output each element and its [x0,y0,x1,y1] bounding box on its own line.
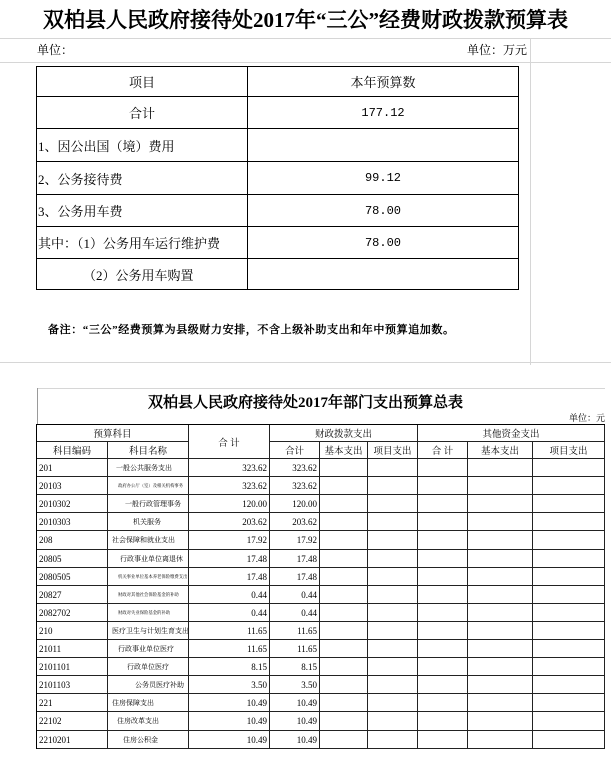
subject-code: 2010302 [39,498,71,509]
other-total-cell [418,513,468,531]
total-value: 3.50 [251,679,267,690]
total-value: 8.15 [251,661,267,672]
fiscal-total-cell [270,568,320,586]
other-project-cell [533,676,605,694]
unit-label: 单位： [37,43,74,57]
other-basic-cell [468,586,533,604]
other-total-cell [418,459,468,477]
total-value: 10.49 [246,716,267,726]
total-value: 0.44 [251,589,267,600]
footnote: 备注：“三公”经费预算为县级财力安排，不含上级补助支出和年中预算追加数。 [48,324,455,336]
fiscal-total-cell [270,586,320,604]
fiscal-basic-cell [320,676,368,694]
other-total-cell [418,531,468,550]
header-fiscal-total: 合计 [270,442,320,459]
other-project-cell [533,477,605,495]
table-row [37,694,605,712]
subject-name-cell [108,640,189,658]
fiscal-project-cell [368,712,418,731]
gridline [0,62,611,63]
total-cell [189,495,270,513]
unit-label-yuan: 单位：元 [568,413,605,423]
other-total-cell [418,495,468,513]
row-budget-reception: 99.12 [248,162,519,195]
table-row [37,495,605,513]
subject-code: 2101103 [39,679,71,690]
subject-code-cell [37,731,108,749]
gridline [0,38,611,39]
subject-name-cell [108,694,189,712]
total-value: 17.48 [246,571,267,582]
subject-name: 住房公积金 [123,735,158,744]
other-basic-cell [468,694,533,712]
three-public-table [36,66,519,290]
other-project-cell [533,459,605,477]
fiscal-project-cell [368,586,418,604]
fiscal-total-cell [270,622,320,640]
row-item-vehicle-operation: 其中：（1）公务用车运行维护费 [37,227,248,259]
header-other-group: 其他资金支出 [418,425,605,442]
header-fiscal-basic: 基本支出 [320,442,368,459]
subject-code: 221 [39,697,53,708]
gridline [530,38,531,365]
other-basic-cell [468,658,533,676]
subject-name-cell [108,568,189,586]
fiscal-total-cell [270,640,320,658]
other-project-cell [533,568,605,586]
subject-name-cell [108,622,189,640]
total-cell [189,712,270,731]
other-total-cell [418,731,468,749]
total-value: 17.92 [246,535,267,545]
subject-name: 机关服务 [133,517,161,526]
other-project-cell [533,495,605,513]
expenditure-title: 双柏县人民政府接待处2017年部门支出预算总表 [147,395,463,411]
fiscal-project-cell [368,568,418,586]
subject-name: 社会保障和就业支出 [112,536,175,544]
subject-code-cell [37,622,108,640]
other-project-cell [533,640,605,658]
table-row [37,477,605,495]
fiscal-total-value: 120.00 [292,498,317,509]
fiscal-project-cell [368,622,418,640]
fiscal-total-value: 0.44 [301,589,317,600]
row-item-vehicle-purchase: （2）公务用车购置 [37,259,248,290]
subject-code: 208 [39,535,53,545]
other-total-cell [418,477,468,495]
subject-code: 21011 [39,643,62,654]
total-cell [189,477,270,495]
fiscal-project-cell [368,731,418,749]
other-total-cell [418,712,468,731]
subject-code-cell [37,459,108,477]
subject-code: 22102 [39,716,62,726]
subject-code: 20103 [39,480,62,491]
other-basic-cell [468,550,533,568]
total-value: 17.48 [246,553,267,564]
fiscal-project-cell [368,513,418,531]
header-subject-code: 科目编码 [37,442,108,459]
subject-code-cell [37,550,108,568]
subject-code: 2010303 [39,516,71,527]
table-row [37,459,605,477]
subject-code-cell [37,676,108,694]
other-total-cell [418,658,468,676]
subject-name: 住房改革支出 [117,717,159,725]
fiscal-basic-cell [320,694,368,712]
fiscal-total-value: 0.44 [301,607,317,618]
row-budget-vehicle-operation: 78.00 [248,227,519,259]
total-value: 11.65 [247,625,267,636]
subject-code-cell [37,568,108,586]
fiscal-total-value: 11.65 [297,643,317,654]
row-budget-total: 177.12 [248,97,519,129]
header-other-basic: 基本支出 [468,442,533,459]
subject-code: 210 [39,625,53,636]
other-project-cell [533,712,605,731]
subject-name: 住房保障支出 [112,698,154,707]
subject-code-cell [37,712,108,731]
fiscal-basic-cell [320,640,368,658]
row-item-vehicle: 3、公务用车费 [37,195,248,227]
total-cell [189,459,270,477]
fiscal-basic-cell [320,531,368,550]
other-project-cell [533,550,605,568]
subject-name: 机关事业单位基本养老保险缴费支出 [118,574,188,579]
subject-name-cell [108,495,189,513]
other-basic-cell [468,640,533,658]
total-cell [189,513,270,531]
fiscal-total-value: 11.65 [297,625,317,636]
other-project-cell [533,531,605,550]
row-item-reception: 2、公务接待费 [37,162,248,195]
subject-code: 201 [39,462,53,473]
subject-name-cell [108,459,189,477]
fiscal-total-cell [270,531,320,550]
other-basic-cell [468,495,533,513]
total-cell [189,568,270,586]
subject-name-cell [108,712,189,731]
table-row [37,712,605,731]
expenditure-table [36,424,605,749]
other-total-cell [418,676,468,694]
fiscal-total-value: 17.48 [296,571,317,582]
table-row [37,550,605,568]
subject-name: 政府办公厅（室）及相关机构事务 [118,483,184,488]
header-total: 合 计 [189,425,270,459]
fiscal-total-cell [270,459,320,477]
fiscal-project-cell [368,550,418,568]
subject-code-cell [37,531,108,550]
subject-name-cell [108,513,189,531]
subject-code: 2101101 [39,661,71,672]
fiscal-total-cell [270,550,320,568]
other-basic-cell [468,676,533,694]
gridline [0,362,611,363]
total-cell [189,731,270,749]
total-cell [189,694,270,712]
other-total-cell [418,640,468,658]
table-row [37,531,605,550]
subject-code: 20827 [39,589,62,600]
other-basic-cell [468,459,533,477]
fiscal-basic-cell [320,604,368,622]
table-row [37,586,605,604]
fiscal-total-cell [270,731,320,749]
subject-code-cell [37,495,108,513]
fiscal-total-value: 10.49 [296,697,317,708]
header-fiscal-project: 项目支出 [368,442,418,459]
subject-name: 公务员医疗补助 [135,680,184,689]
fiscal-basic-cell [320,477,368,495]
fiscal-basic-cell [320,495,368,513]
subject-code-cell [37,477,108,495]
fiscal-basic-cell [320,622,368,640]
fiscal-basic-cell [320,459,368,477]
fiscal-basic-cell [320,513,368,531]
header-item: 项目 [37,67,248,97]
other-total-cell [418,622,468,640]
fiscal-project-cell [368,531,418,550]
other-basic-cell [468,731,533,749]
fiscal-project-cell [368,676,418,694]
other-basic-cell [468,622,533,640]
fiscal-basic-cell [320,658,368,676]
subject-name-cell [108,604,189,622]
subject-name: 行政单位医疗 [127,662,169,671]
other-basic-cell [468,513,533,531]
subject-name: 行政事业单位医疗 [118,644,174,653]
subject-code-cell [37,513,108,531]
subject-name-cell [108,550,189,568]
fiscal-basic-cell [320,568,368,586]
fiscal-total-value: 203.62 [292,516,317,527]
other-project-cell [533,658,605,676]
header-other-total: 合 计 [418,442,468,459]
table-row [37,622,605,640]
header-budget: 本年预算数 [248,67,519,97]
subject-name: 行政事业单位离退休 [120,554,183,563]
total-value: 0.44 [251,607,267,618]
fiscal-project-cell [368,477,418,495]
fiscal-project-cell [368,694,418,712]
subject-code: 2210201 [39,734,71,745]
fiscal-project-cell [368,604,418,622]
row-budget-overseas [248,129,519,162]
subject-name-cell [108,477,189,495]
total-value: 120.00 [242,498,267,509]
header-subject-group: 预算科目 [37,425,189,442]
fiscal-basic-cell [320,586,368,604]
table-row [37,604,605,622]
other-project-cell [533,586,605,604]
fiscal-total-cell [270,712,320,731]
row-budget-vehicle-purchase [248,259,519,290]
fiscal-project-cell [368,658,418,676]
subject-code-cell [37,658,108,676]
fiscal-total-cell [270,513,320,531]
total-value: 10.49 [246,697,267,708]
fiscal-total-value: 17.48 [296,553,317,564]
table-row [37,731,605,749]
fiscal-total-value: 17.92 [296,535,317,545]
other-project-cell [533,513,605,531]
other-total-cell [418,586,468,604]
total-cell [189,622,270,640]
fiscal-total-value: 3.50 [301,679,317,690]
fiscal-project-cell [368,495,418,513]
total-cell [189,640,270,658]
other-total-cell [418,694,468,712]
table-row [37,658,605,676]
header-subject-name: 科目名称 [108,442,189,459]
other-project-cell [533,694,605,712]
other-basic-cell [468,712,533,731]
other-total-cell [418,568,468,586]
subject-code-cell [37,640,108,658]
fiscal-basic-cell [320,550,368,568]
subject-name-cell [108,586,189,604]
other-basic-cell [468,604,533,622]
total-cell [189,604,270,622]
header-fiscal-group: 财政拨款支出 [270,425,418,442]
fiscal-project-cell [368,459,418,477]
other-project-cell [533,731,605,749]
fiscal-total-cell [270,694,320,712]
subject-name-cell [108,531,189,550]
subject-code-cell [37,586,108,604]
table-row [37,568,605,586]
total-value: 10.49 [246,734,267,745]
total-cell [189,586,270,604]
subject-name: 医疗卫生与计划生育支出 [112,626,189,635]
header-other-project: 项目支出 [533,442,605,459]
row-item-overseas: 1、因公出国（境）费用 [37,129,248,162]
table-row [37,676,605,694]
fiscal-total-cell [270,495,320,513]
three-public-title: 双柏县人民政府接待处2017年“三公”经费财政拨款预算表 [43,8,568,32]
subject-name: 一般行政管理事务 [125,499,181,508]
fiscal-project-cell [368,640,418,658]
table-row [37,513,605,531]
other-project-cell [533,622,605,640]
unit-label-wanyuan: 单位：万元 [466,43,527,57]
subject-code: 2080505 [39,571,71,582]
other-basic-cell [468,568,533,586]
row-item-total: 合计 [37,97,248,129]
other-basic-cell [468,531,533,550]
subject-name: 财政对失业保险基金的补助 [118,610,171,615]
total-cell [189,531,270,550]
fiscal-total-cell [270,604,320,622]
gridline [37,388,605,389]
fiscal-total-value: 323.62 [292,480,317,491]
subject-name-cell [108,676,189,694]
other-basic-cell [468,477,533,495]
fiscal-basic-cell [320,712,368,731]
fiscal-total-cell [270,658,320,676]
total-cell [189,658,270,676]
fiscal-total-cell [270,676,320,694]
total-value: 203.62 [242,516,267,527]
subject-code: 20805 [39,553,62,564]
fiscal-total-value: 323.62 [292,462,317,473]
subject-name: 一般公共服务支出 [116,463,172,472]
fiscal-total-value: 10.49 [296,734,317,745]
total-value: 11.65 [247,643,267,654]
total-cell [189,676,270,694]
other-total-cell [418,604,468,622]
total-value: 323.62 [242,480,267,491]
fiscal-total-value: 10.49 [296,716,317,726]
subject-code: 2082702 [39,607,71,618]
subject-name-cell [108,658,189,676]
subject-code-cell [37,694,108,712]
fiscal-total-value: 8.15 [301,661,317,672]
subject-code-cell [37,604,108,622]
total-value: 323.62 [242,462,267,473]
fiscal-basic-cell [320,731,368,749]
subject-name: 财政对其他社会保险基金的补助 [118,592,179,597]
fiscal-total-cell [270,477,320,495]
table-row [37,640,605,658]
row-budget-vehicle: 78.00 [248,195,519,227]
other-project-cell [533,604,605,622]
subject-name-cell [108,731,189,749]
total-cell [189,550,270,568]
other-total-cell [418,550,468,568]
